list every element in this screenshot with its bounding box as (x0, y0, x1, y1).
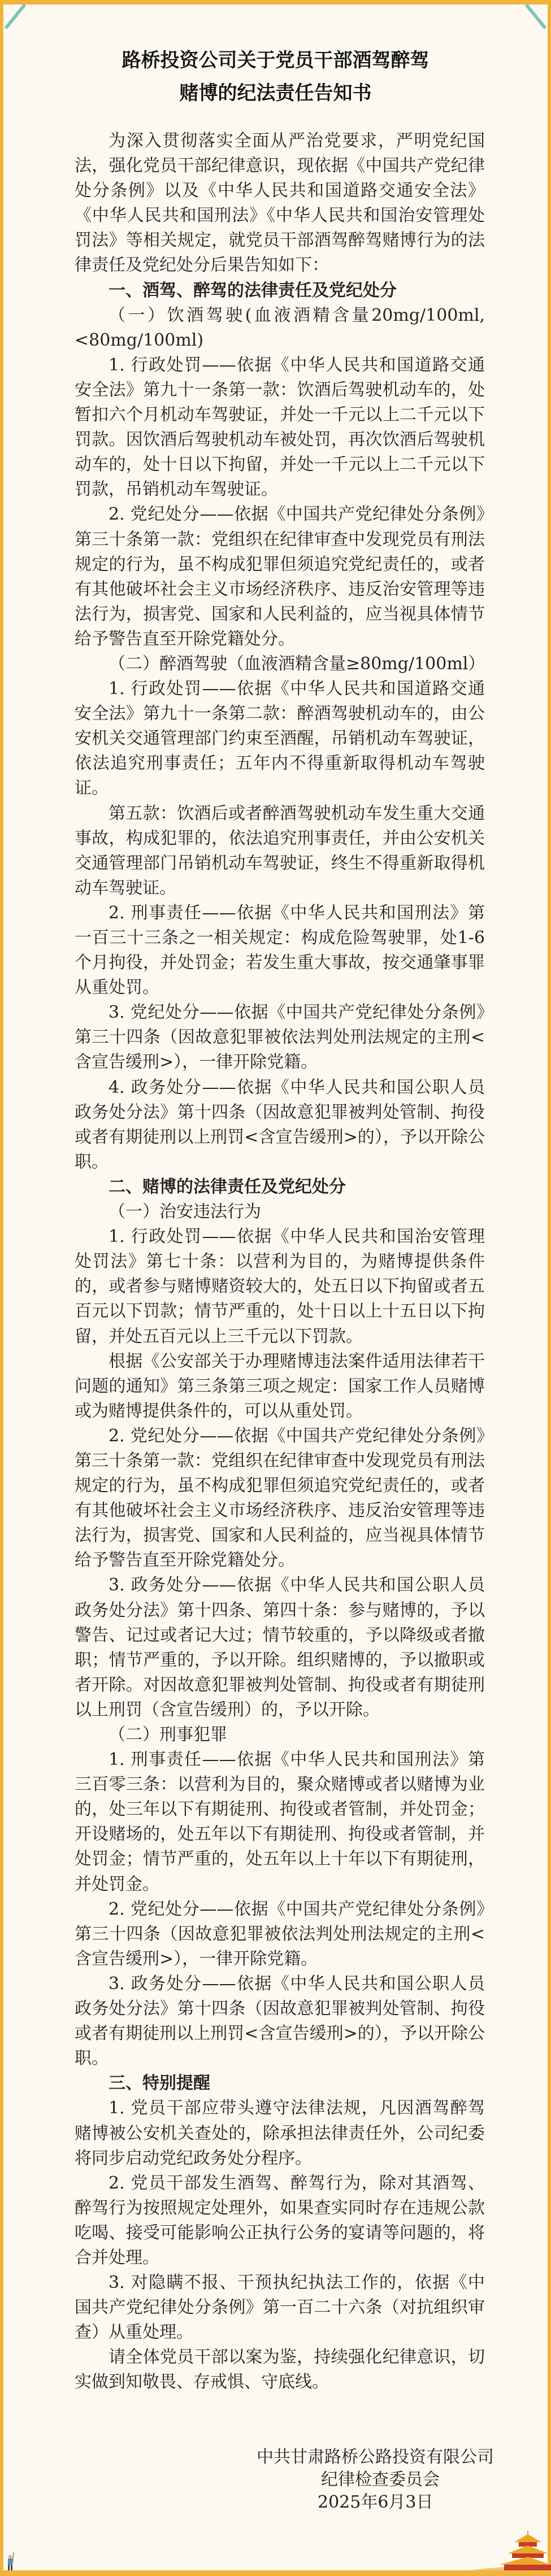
title-line-1: 路桥投资公司关于党员干部酒驾醉驾 (122, 49, 429, 72)
corner-ornament-icon (525, 3, 548, 32)
title-line-2: 赌博的纪法责任告知书 (179, 82, 372, 104)
section-heading: 一、酒驾、醉驾的法律责任及党纪处分 (109, 280, 397, 300)
paragraph: 2. 党纪处分——依据《中国共产党纪律处分条例》第三十条第一款：党组织在纪律审查中发现党员有刑法规定的行为，虽不构成犯罪但须追究党纪责任的，或者有其他破坏社会主义市场经济秩序、违反治安管理等违法行为，损害党、国家和人民利益的，应当视具体情节给予警告直至开除党籍处分。 (75, 504, 485, 649)
paragraph: 请全体党员干部以案为鉴，持续强化纪律意识，切实做到知敬畏、存戒惧、守底线。 (75, 2347, 485, 2392)
frame-top-border (0, 0, 551, 5)
paragraph: 1. 行政处罚——依据《中华人民共和国道路交通安全法》第九十一条第一款：饮酒后驾驶机动车的，处暂扣六个月机动车驾驶证，并处一千元以上二千元以下罚款。因饮酒后驾驶机动车被处罚，再次饮酒后驾驶机动车的，处十日以下拘留，并处一千元以上二千元以下罚款，吊销机动车驾驶证。 (75, 355, 485, 500)
spacer (0, 2514, 551, 2531)
frame-right-border (548, 0, 551, 2576)
subsection-heading: （二）刑事犯罪 (109, 1725, 227, 1745)
paragraph: 4. 政务处分——依据《中华人民共和国公职人员政务处分法》第十四条（因故意犯罪被判处管制、拘役或者有期徒刑以上刑罚<含宣告缓刑>的），予以开除公职。 (75, 1077, 485, 1172)
temple-of-heaven-icon (441, 2531, 551, 2576)
subsection-heading: （二）醉酒驾驶（血液酒精含量≥80mg/100ml） (109, 653, 485, 674)
paragraph: 2. 党员干部发生酒驾、醉驾行为，除对其酒驾、醉驾行为按照规定处理外，如果查实同时存在违规公款吃喝、接受可能影响公正执行公务的宴请等问题的，将合并处理。 (75, 2173, 485, 2268)
paragraph: 2. 党纪处分——依据《中国共产党纪律处分条例》第三十四条（因故意犯罪被依法判处刑法规定的主刑<含宣告缓刑>），一律开除党籍。 (75, 1899, 485, 1969)
signature-date: 2025年6月3日 (318, 2492, 433, 2512)
document-title (0, 44, 551, 110)
section-heading: 二、赌博的法律责任及党纪处分 (109, 1176, 346, 1197)
paragraph: 1. 刑事责任——依据《中华人民共和国刑法》第三百零三条：以营利为目的，聚众赌博或者以赌博为业的，处三年以下有期徒刑、拘役或者管制，并处罚金；开设赌场的，处五年以下有期徒刑、拘役或者管制，并处罚金；情节严重的，处五年以上十年以下有期徒刑，并处罚金。 (75, 1750, 485, 1894)
paragraph: 3. 政务处分——依据《中华人民共和国公职人员政务处分法》第十四条、第四十条：参与赌博的，予以警告、记过或者记大过；情节较重的，予以降级或者撤职；情节严重的，予以开除。组织赌博的，予以撤职或者开除。对因故意犯罪被判处管制、拘役或者有期徒刑以上刑罚（含宣告缓刑）的，予以开除。 (75, 1575, 485, 1720)
worker-figure-icon (5, 2552, 17, 2571)
bottom-decoration (0, 2531, 551, 2576)
signature-dept: 纪律检查委员会 (321, 2469, 440, 2490)
subsection-heading: （一）治安违法行为 (109, 1202, 261, 1222)
subsection-heading: （一）饮酒驾驶(血液酒精含量20mg/100ml,<80mg/100ml) (75, 305, 485, 350)
frame-bottom-border (0, 2570, 551, 2576)
paragraph: 1. 党员干部应带头遵守法律法规，凡因酒驾醉驾赌博被公安机关查处的，除承担法律责任外，公司纪委将同步启动党纪政务处分程序。 (75, 2098, 485, 2168)
paragraph: 2. 党纪处分——依据《中国共产党纪律处分条例》第三十条第一款：党组织在纪律审查中发现党员有刑法规定的行为，虽不构成犯罪但须追究党纪责任的，或者有其他破坏社会主义市场经济秩序、违反治安管理等违法行为，损害党、国家和人民利益的，应当视具体情节给予警告直至开除党籍处分。 (75, 1426, 485, 1571)
paragraph: 根据《公安部关于办理赌博违法案件适用法律若干问题的通知》第三条第三项之规定：国家工作人员赌博或为赌博提供条件的，可以从重处罚。 (75, 1351, 485, 1421)
signature-org: 中共甘肃路桥公路投资有限公司 (257, 2447, 494, 2467)
paragraph: 第五款：饮酒后或者醉酒驾驶机动车发生重大交通事故，构成犯罪的，依法追究刑事责任，并由公安机关交通管理部门吊销机动车驾驶证，终生不得重新取得机动车驾驶证。 (75, 803, 485, 898)
frame-left-border (0, 0, 3, 2576)
section-heading: 三、特别提醒 (109, 2073, 210, 2094)
document-body (75, 129, 485, 2395)
paragraph: 3. 政务处分——依据《中华人民共和国公职人员政务处分法》第十四条（因故意犯罪被判处管制、拘役或者有期徒刑以上刑罚<含宣告缓刑>的），予以开除公职。 (75, 1973, 485, 2069)
paragraph: 3. 对隐瞒不报、干预执纪执法工作的，依据《中国共产党纪律处分条例》第一百二十六条（对抗组织审查）从重处理。 (75, 2273, 485, 2343)
paragraph: 为深入贯彻落实全面从严治党要求，严明党纪国法，强化党员干部纪律意识，现依据《中国共产党纪律处分条例》以及《中华人民共和国道路交通安全法》《中华人民共和国刑法》《中华人民共和国治安管理处罚法》等相关规定，就党员干部酒驾醉驾赌博行为的法律责任及党纪处分后果告知如下： (75, 131, 485, 276)
signature-block (257, 2446, 494, 2514)
paragraph: 1. 行政处罚——依据《中华人民共和国治安管理处罚法》第七十条：以营利为目的，为赌博提供条件的，或者参与赌博赌资较大的，处五日以下拘留或者五百元以下罚款；情节严重的，处十日以上十五日以下拘留，并处五百元以上三千元以下罚款。 (75, 1227, 485, 1346)
paragraph: 1. 行政处罚——依据《中华人民共和国道路交通安全法》第九十一条第二款：醉酒驾驶机动车的，由公安机关交通管理部门约束至酒醒，吊销机动车驾驶证，依法追究刑事责任；五年内不得重新取得机动车驾驶证。 (75, 679, 485, 799)
paragraph: 3. 党纪处分——依据《中国共产党纪律处分条例》第三十四条（因故意犯罪被依法判处刑法规定的主刑<含宣告缓刑>），一律开除党籍。 (75, 1002, 485, 1073)
corner-ornament-icon (3, 3, 26, 32)
paragraph: 2. 刑事责任——依据《中华人民共和国刑法》第一百三十三条之一相关规定：构成危险驾驶罪，处1-6个月拘役，并处罚金；若发生重大事故，按交通肇事罪从重处罚。 (75, 903, 485, 998)
